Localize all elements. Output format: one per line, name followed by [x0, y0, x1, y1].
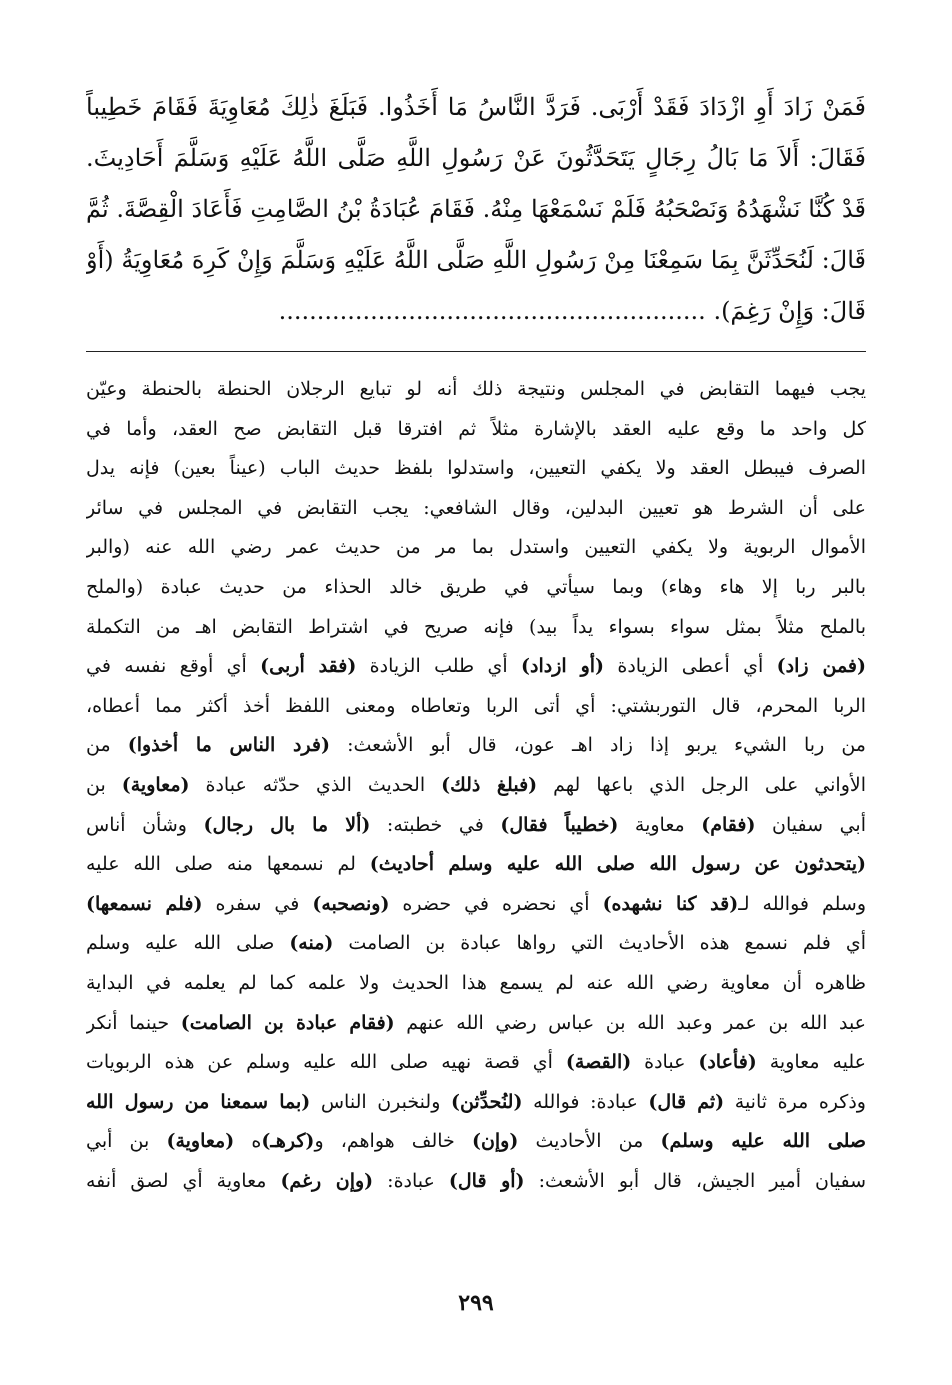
commentary-line [86, 924, 866, 964]
commentary-text: بالبر ربا إلا هاء وهاء) وبما سيأتي في طريق خالد الحذاء من حديث عبادة (والملح [86, 575, 866, 598]
bold-quote: (خطيباً فقال) [500, 813, 619, 836]
dotted-leader: ........................................................ [278, 297, 706, 325]
bold-quote: (ونصحبه) [312, 892, 390, 915]
bold-quote: (فقام) [701, 813, 756, 836]
hadith-line: قَالَ: لَنُحَدِّثَنَّ بِمَا سَمِعْنَا مِنْ رَسُولِ اللَّهِ صَلَّى اللَّهُ عَلَيْهِ وَسَلَّمَ وَإِنْ كَرِهَ مُعَاوِيَةُ (أَوْ [86, 246, 866, 274]
commentary-text: وذكره مرة ثانية [724, 1090, 866, 1113]
bold-quote: (قد كنا نشهده) [602, 892, 739, 915]
commentary-text: حينما أنكر [86, 1011, 181, 1034]
commentary-text: أي أوقع نفسه في [86, 655, 261, 678]
bold-quote: (فبلغ ذلك) [441, 773, 538, 796]
commentary-text: وشأن أناس [86, 813, 204, 836]
bold-quote: (ثم قال) [648, 1090, 725, 1113]
bold-quote: (فلم نسمعها) [86, 892, 203, 915]
commentary-line [86, 766, 866, 806]
commentary-line [86, 964, 866, 1004]
commentary-line [86, 726, 866, 766]
commentary-block [86, 370, 866, 1201]
commentary-text: من الأحاديث [518, 1130, 661, 1153]
bold-quote: (فرد الناس ما أخذوا) [127, 734, 330, 757]
page-number: ٢٩٩ [458, 1290, 494, 1316]
commentary-text: عبادة: فوالله [522, 1090, 649, 1113]
commentary-text: كل واحد ما وقع عليه العقد بالإشارة مثلاً ثم افترقا قبل التقابض صح العقد، وأما في [86, 417, 866, 440]
hadith-last-text: قَالَ: وَإِنْ رَغِمَ). [713, 297, 866, 325]
commentary-text: في خطبته: [370, 813, 501, 836]
commentary-text: في سفره [202, 892, 313, 915]
commentary-line [86, 1162, 866, 1202]
bold-quote: (أو قال) [448, 1169, 525, 1192]
commentary-text: ولنخبرن الناس [310, 1090, 451, 1113]
commentary-text: معاوية أي لصق أنفه [86, 1169, 281, 1192]
commentary-text: عليه معاوية [756, 1051, 866, 1074]
bold-quote: (فمن زاد) [776, 655, 866, 678]
commentary-text: من ربا الشيء يربو إذا زاد اهـ عون، قال أبو الأشعث: [329, 734, 866, 757]
commentary-text: من [86, 734, 128, 757]
commentary-text: أي أعطى الزيادة [604, 655, 777, 678]
commentary-line [86, 1043, 866, 1083]
commentary-text: الحديث الذي حدّثه عبادة [189, 773, 442, 796]
commentary-text: الصرف فيبطل العقد ولا يكفي التعيين، واستدلوا بلفظ حديث الباب (عيناً بعين) فإنه يدل [86, 457, 866, 480]
commentary-line [86, 885, 866, 925]
bold-quote: (فقد أربى) [260, 655, 357, 678]
hadith-line: فَقَالَ: أَلاَ مَا بَالُ رِجَالٍ يَتَحَدَّثُونَ عَنْ رَسُولِ اللَّهِ صَلَّى اللَّهُ عَلَيْهِ وَسَلَّمَ أَحَادِيثَ. [86, 144, 866, 172]
bold-quote: (ألا ما بال رجال) [203, 813, 371, 836]
bold-quote: (منه) [289, 932, 334, 955]
commentary-text: بن [86, 773, 122, 796]
separator-rule [86, 351, 866, 352]
bold-quote: (لنُحدِّثن) [450, 1090, 523, 1113]
commentary-line [86, 370, 866, 410]
commentary-text: بالملح مثلاً بمثل سواء بسواء يداً بيد) فإنه صريح في اشتراط التقابض اهـ من التكملة [86, 615, 866, 638]
commentary-text: لم نسمعها منه صلى الله عليه [86, 853, 370, 876]
commentary-line [86, 449, 866, 489]
commentary-line [86, 1122, 866, 1162]
commentary-text: وسلم فوالله لـ [738, 892, 866, 915]
bold-quote: (وإن رغم) [280, 1169, 374, 1192]
bold-quote: (فأعاد) [698, 1051, 757, 1074]
commentary-text: الربا المحرم، قال التوربشتي: أي أتى الربا وتعاطاه ومعنى اللفظ أخذ أكثر مما أعطاه، [86, 694, 866, 717]
hadith-line: فَمَنْ زَادَ أَوِ ازْدَادَ فَقَدْ أَرْبَى. فَرَدَّ النَّاسُ مَا أَخَذُوا. فَبَلَغَ ذٰلِكَ مُعَاوِيَةَ فَقَامَ خَطِيباً [86, 93, 866, 121]
commentary-text: أي طلب الزيادة [356, 655, 521, 678]
commentary-text: معاوية [618, 813, 702, 836]
commentary-text: عبادة [631, 1051, 699, 1074]
commentary-line [86, 647, 866, 687]
commentary-line [86, 1083, 866, 1123]
bold-quote: (معاوية) [166, 1130, 235, 1153]
bold-quote: (القصة) [565, 1051, 632, 1074]
commentary-text: يجب فيهما التقابض في المجلس ونتيجة ذلك أنه لو تبايع الرجلان الحنطة بالحنطة وعيّن [86, 378, 866, 400]
bold-quote: (وإن) [471, 1130, 519, 1153]
commentary-text: صلى الله عليه وسلم [86, 932, 290, 955]
commentary-text: ظاهره أن معاوية رضي الله عنه لم يسمع هذا الحديث ولا علمه كما لم يعلمه في البداية [86, 971, 866, 994]
commentary-line [86, 489, 866, 529]
commentary-text: الأواني على الرجل الذي باعها لهم [537, 773, 866, 796]
commentary-line [86, 568, 866, 608]
commentary-line [86, 1004, 866, 1044]
bold-quote: (يتحدثون عن رسول الله صلى الله عليه وسلم أحاديث) [369, 853, 866, 876]
commentary-line [86, 806, 866, 846]
hadith-line: قَدْ كُنَّا نَشْهَدُهُ وَنَصْحَبُهُ فَلَمْ نَسْمَعْهَا مِنْهُ. فَقَامَ عُبَادَةُ بْنُ الصَّامِتِ فَأَعَادَ الْقِصَّةَ. ثُمَّ [86, 195, 866, 223]
commentary-text: أبي سفيان [755, 813, 866, 836]
hadith-text-block [86, 82, 866, 337]
bold-quote: (كرهـ) [261, 1130, 315, 1153]
commentary-text: أي نحضره في حضره [389, 892, 603, 915]
commentary-line [86, 608, 866, 648]
commentary-text: على أن الشرط هو تعيين البدلين، وقال الشافعي: يجب التقابض في المجلس في سائر [86, 496, 866, 519]
bold-quote: (بما سمعنا من رسول الله [86, 1090, 311, 1113]
commentary-text: ه [234, 1130, 262, 1153]
commentary-line [86, 528, 866, 568]
commentary-line [86, 845, 866, 885]
commentary-line [86, 410, 866, 450]
bold-quote: (فقام عبادة بن الصامت) [180, 1011, 395, 1034]
bold-quote: (أو ازداد) [521, 655, 605, 678]
bold-quote: صلى الله عليه وسلم) [660, 1130, 866, 1153]
commentary-text: بن أبي [86, 1130, 167, 1153]
commentary-line [86, 687, 866, 727]
commentary-text: أي فلم نسمع هذه الأحاديث التي رواها عبادة بن الصامت [333, 932, 866, 955]
bold-quote: (معاوية) [121, 773, 190, 796]
hadith-line-last [86, 286, 866, 337]
commentary-text: خالف هواهم، و [314, 1130, 472, 1153]
commentary-text: عبادة: [373, 1169, 449, 1192]
commentary-text: الأموال الربوية ولا يكفي التعيين واستدل بما مر من حديث عمر رضي الله عنه (والبر [86, 536, 866, 559]
commentary-text: أي قصة نهيه صلى الله عليه وسلم عن هذه الربويات [86, 1051, 566, 1074]
commentary-text: عبد الله بن عمر وعبد الله بن عباس رضي الله عنهم [394, 1011, 866, 1034]
commentary-text: سفيان أمير الجيش، قال أبو الأشعث: [524, 1169, 866, 1192]
